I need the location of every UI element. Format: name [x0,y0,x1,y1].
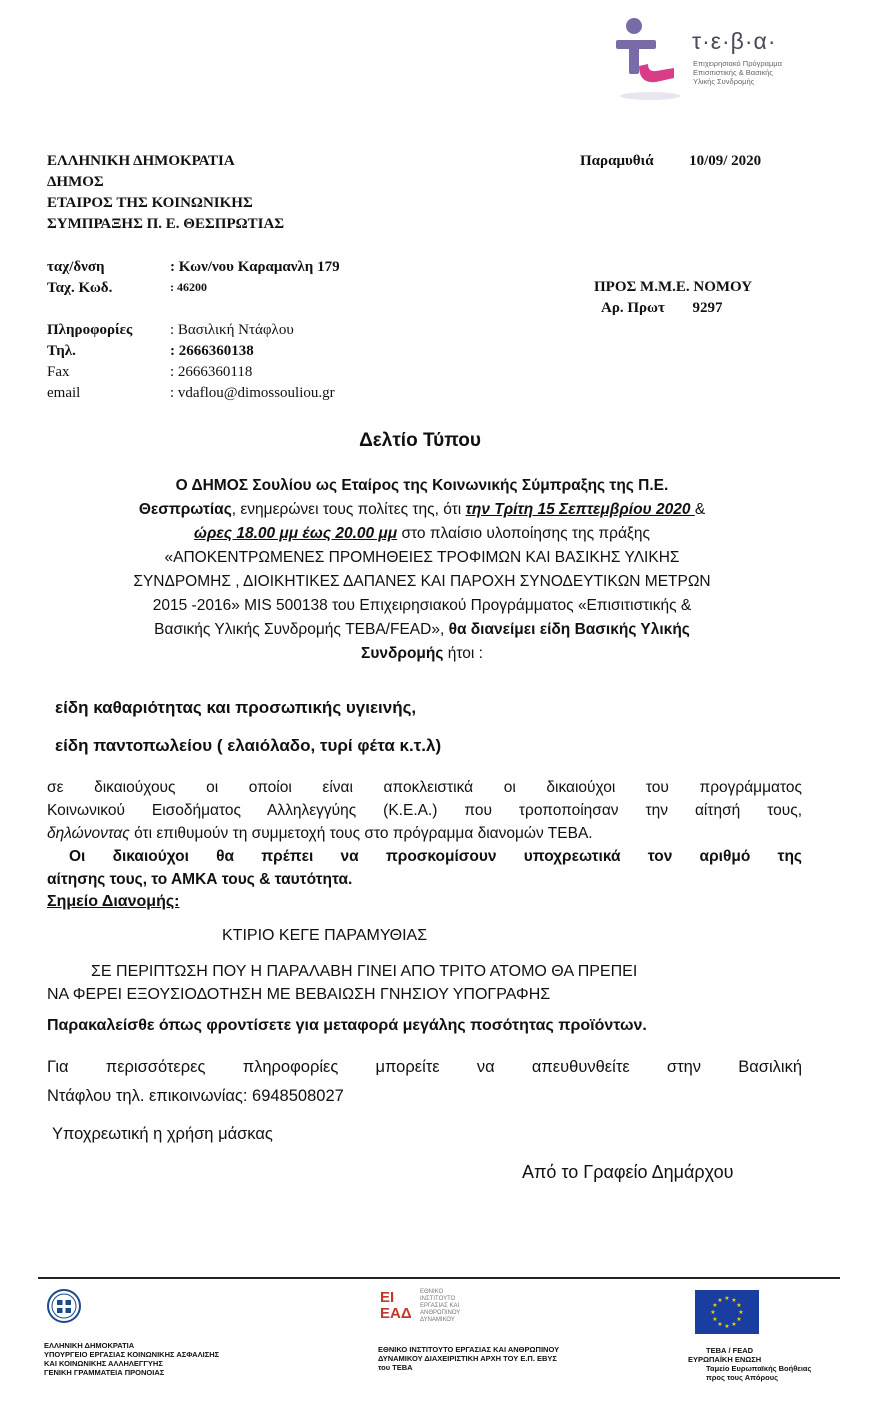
protocol-label: Αρ. Πρωτ [601,300,665,316]
address-value: : Κων/νου Καραμανλη 179 [170,259,340,275]
documents-line: Οι δικαιούχοι θα πρέπει να προσκομίσουν υποχρεωτικά τον αριθμό της [69,848,802,865]
tel-value: : 2666360138 [170,343,254,359]
svg-text:★: ★ [712,1302,718,1309]
svg-text:★: ★ [710,1309,716,1316]
declaring-word: δηλώνοντας [47,825,130,842]
date: 10/09/ 2020 [689,153,762,169]
eu-block [688,1346,811,1382]
sender-line: ΕΤΑΙΡΟΣ ΤΗΣ ΚΟΙΝΩΝΙΚΗΣ [47,195,253,211]
item-grocery: είδη παντοπωλείου ( ελαιόλαδο, τυρί φέτα κ.τ.λ) [55,736,442,755]
zip-value: : 46200 [170,280,207,294]
eiead-logo-text [420,1289,460,1324]
zip-label: Ταχ. Κωδ. [47,280,113,296]
fax-value: : 2666360118 [170,364,253,380]
transport-note: Παρακαλείσθε όπως φροντίσετε για μεταφορά μεγάλης ποσότητας προϊόντων. [47,1017,647,1034]
ministry-line: ΓΕΝΙΚΗ ΓΡΑΜΜΑΤΕΙΑ ΠΡΟΝΟΙΑΣ [44,1368,165,1377]
intro-paragraph [46,474,798,666]
eiead-line: του ΤΕΒΑ [378,1363,413,1372]
place-date [580,151,761,172]
eligibility-line [47,822,802,845]
ministry-block [44,1341,219,1377]
email-label: email [47,385,81,401]
svg-text:★: ★ [731,1321,737,1328]
protocol [601,298,722,319]
intro-line [46,522,798,546]
intro-text: , ενημερώνει τους πολίτες της, ότι [231,501,466,518]
tel-label: Τηλ. [47,343,76,359]
eu-line: προς τους Απόρους [706,1373,778,1382]
svg-text:★: ★ [736,1302,742,1309]
intro-line: ΣΥΝΔΡΟΜΗΣ , ΔΙΟΙΚΗΤΙΚΕΣ ΔΑΠΑΝΕΣ ΚΑΙ ΠΑΡΟΧΗ ΣΥΝΟΔΕΥΤΙΚΩΝ ΜΕΤΡΩΝ [133,573,711,590]
svg-text:★: ★ [736,1316,742,1323]
eiead-block [378,1345,559,1372]
email-value: : vdaflou@dimossouliou.gr [170,385,335,401]
intro-text: & [694,501,706,518]
recipient: ΠΡΟΣ Μ.Μ.Ε. ΝΟΜΟΥ [594,279,753,295]
eiead-logo-line: ΑΝΘΡΩΠΙΝΟΥ [420,1310,461,1316]
svg-text:★: ★ [717,1321,723,1328]
intro-line [46,498,798,522]
eligibility-line: Κοινωνικού Εισοδήματος Αλληλεγγύης (Κ.Ε.Α.) που τροποποίησαν την αίτησή τους, [47,802,802,819]
intro-text: στο πλαίσιο υλοποίησης της πράξης [397,525,650,542]
sender-line: ΔΗΜΟΣ [47,174,104,190]
intro-line [46,618,798,642]
svg-text:★: ★ [738,1309,744,1316]
page-title: Δελτίο Τύπου [359,430,481,451]
ministry-line: ΕΛΛΗΝΙΚΗ ΔΗΜΟΚΡΑΤΙΑ [44,1341,135,1350]
greek-emblem-icon [46,1288,82,1324]
eligibility-line: σε δικαιούχους οι οποίοι είναι αποκλειστικά οι δικαιούχοι του προγράμματος [47,779,802,796]
documents-line: αίτησης τους, το ΑΜΚΑ τους & ταυτότητα. [47,871,353,888]
signature: Από το Γραφείο Δημάρχου [522,1162,734,1182]
teba-subtitle-line: Επισιτιστικής & Βασικής [693,68,773,77]
sender-line: ΣΥΜΠΡΑΞΗΣ Π. Ε. ΘΕΣΠΡΩΤΙΑΣ [47,216,285,232]
intro-line: «ΑΠΟΚΕΝΤΡΩΜΕΝΕΣ ΠΡΟΜΗΘΕΙΕΣ ΤΡΟΦΙΜΩΝ ΚΑΙ ΒΑΣΙΚΗΣ ΥΛΙΚΗΣ [164,549,680,566]
address-label: ταχ/δνση [47,259,105,275]
svg-text:★: ★ [724,1295,730,1302]
eiead-logo-line: ΙΝΣΤΙΤΟΥΤΟ [420,1296,456,1302]
intro-text: ήτοι : [443,645,483,662]
ministry-line: ΥΠΟΥΡΓΕΙΟ ΕΡΓΑΣΙΑΣ ΚΟΙΝΩΝΙΚΗΣ ΑΣΦΑΛΙΣΗΣ [44,1350,220,1359]
distribution-hours: ώρες 18.00 μμ έως 20.00 μμ [194,525,398,542]
fax-label: Fax [47,364,70,380]
svg-text:★: ★ [724,1323,730,1330]
teba-logo-name: τ·ε·β·α· [692,28,777,54]
warning-block [47,960,802,1006]
intro-line: 2015 -2016» MIS 500138 του Επιχειρησιακού Προγράμματος «Επισιτιστικής & [152,597,692,614]
info-value: : Βασιλική Ντάφλου [170,322,294,338]
intro-line [46,642,798,666]
teba-logo-subtitle [693,59,813,86]
intro-emphasis: θα διανείμει είδη Βασικής Υλικής [448,621,690,638]
intro-emphasis: Συνδρομής [361,645,444,662]
distribution-place: ΚΤΙΡΙΟ ΚΕΓΕ ΠΑΡΑΜΥΘΙΑΣ [222,927,428,944]
eiead-logo-line: ΕΡΓΑΣΙΑΣ ΚΑΙ [420,1303,460,1309]
eiead-line: ΔΥΝΑΜΙΚΟΥ ΔΙΑΧΕΙΡΙΣΤΙΚΗ ΑΡΧΗ ΤΟΥ Ε.Π. ΕΒΥΣ [378,1354,557,1363]
more-info [47,1053,802,1111]
intro-line: Ο ΔΗΜΟΣ Σουλίου ως Εταίρος της Κοινωνικής Σύμπραξης της Π.Ε. [175,477,669,494]
eligibility-paragraph [47,776,802,891]
eu-line: ΤΕΒΑ / FEAD [706,1346,754,1355]
eu-line: ΕΥΡΩΠΑΪΚΗ ΕΝΩΣΗ [688,1355,762,1364]
sender-line: ΕΛΛΗΝΙΚΗ ΔΗΜΟΚΡΑΤΙΑ [47,153,235,169]
region-name: Θεσπρωτίας [138,501,232,518]
svg-text:★: ★ [717,1297,723,1304]
more-info-line: Ντάφλου τηλ. επικοινωνίας: 6948508027 [47,1087,344,1105]
place: Παραμυθιά [580,153,654,169]
svg-text:★: ★ [712,1316,718,1323]
eiead-logo-line: ΕΘΝΙΚΟ [420,1289,444,1295]
eiead-mark-icon: ΕΙ ΕΑΔ [380,1289,412,1322]
teba-subtitle-line: Υλικής Συνδρομής [693,77,755,86]
mask-note: Υποχρεωτική η χρήση μάσκας [52,1125,273,1143]
teba-logo-icon [612,16,687,102]
svg-text:★: ★ [731,1297,737,1304]
intro-text: Βασικής Υλικής Συνδρομής TEBA/FEAD», [154,621,449,638]
eiead-logo-line: ΔΥΝΑΜΙΚΟΥ [420,1317,455,1323]
footer-divider [38,1277,840,1279]
more-info-line: Για περισσότερες πληροφορίες μπορείτε να απευθυνθείτε στην Βασιλική [47,1058,802,1076]
sender-block [47,151,284,235]
protocol-number: 9297 [692,300,723,316]
eu-flag-icon [695,1290,759,1334]
eu-line: Ταμείο Ευρωπαϊκής Βοήθειας [706,1364,812,1373]
item-hygiene: είδη καθαριότητας και προσωπικής υγιεινής, [55,698,417,717]
info-label: Πληροφορίες [47,322,133,338]
distribution-date: την Τρίτη 15 Σεπτεμβρίου 2020 [465,501,695,518]
eiead-line: ΕΘΝΙΚΟ ΙΝΣΤΙΤΟΥΤΟ ΕΡΓΑΣΙΑΣ ΚΑΙ ΑΝΘΡΩΠΙΝΟΥ [378,1345,560,1354]
distribution-label: Σημείο Διανομής: [47,893,180,910]
ministry-line: ΚΑΙ ΚΟΙΝΩΝΙΚΗΣ ΑΛΛΗΛΕΓΓΥΗΣ [44,1359,163,1368]
eligibility-text: ότι επιθυμούν τη συμμετοχή τους στο πρόγραμμα διανομών ΤΕΒΑ. [129,825,593,842]
warning-line: ΣΕ ΠΕΡΙΠΤΩΣΗ ΠΟΥ Η ΠΑΡΑΛΑΒΗ ΓΙΝΕΙ ΑΠΟ ΤΡΙΤΟ ΑΤΟΜΟ ΘΑ ΠΡΕΠΕΙ [91,963,638,980]
teba-subtitle-line: Επιχειρησιακό Πρόγραμμα [693,59,782,68]
warning-line: ΝΑ ΦΕΡΕΙ ΕΞΟΥΣΙΟΔΟΤΗΣΗ ΜΕ ΒΕΒΑΙΩΣΗ ΓΝΗΣΙΟΥ ΥΠΟΓΡΑΦΗΣ [47,986,551,1003]
